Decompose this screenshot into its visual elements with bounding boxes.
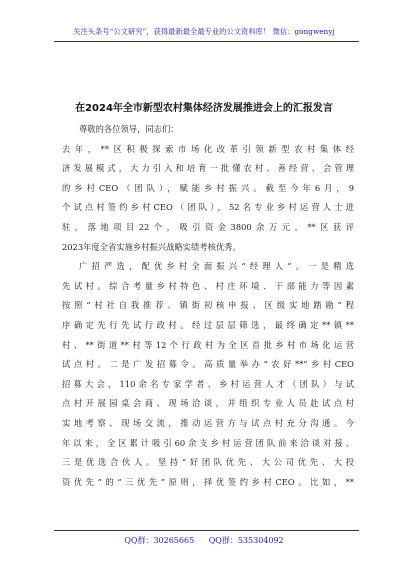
body-line: 序确定先行先试行政村。经过层层筛选，最终确定**镇** xyxy=(62,319,354,330)
body-line: 去年，**区积极探索市场化改革引领新型农村集体经 xyxy=(62,143,354,154)
body-line: 个试点村签约乡村CEO（团队），52名专业乡村运营人士进 xyxy=(62,202,354,213)
body-line: 村、**街道**村等12个行政村为全区首批乡村市场化运营 xyxy=(62,339,354,350)
body-line: 年以来，全区累计吸引60余支乡村运营团队前来洽谈对接。 xyxy=(62,437,354,448)
header-divider xyxy=(54,41,359,42)
body-line: 驻，落地项目22个，吸引资金3800余万元。**区获评 xyxy=(62,221,354,232)
body-line: 济发展模式，大力引入和培育一批懂农村、善经营、会管理 xyxy=(62,163,354,174)
salutation-line: 尊敬的各位领导，同志们： xyxy=(79,124,179,134)
footer xyxy=(0,535,408,546)
body-line: 资优先”的“三优先”原则，择优签约乡村CEO。比如，** xyxy=(62,476,354,487)
body-line: 按照“村社自我推荐、镇街初核申报、区级实地踏勘”程 xyxy=(62,300,354,311)
body-line: 三是优选合伙人。坚持“好团队优先、大公司优先、大投 xyxy=(62,457,354,468)
body-line: 的乡村CEO（团队），赋能乡村振兴。截至今年6月，9 xyxy=(62,182,354,193)
document-title: 在2024年全市新型农村集体经济发展推进会上的汇报发言 xyxy=(75,103,333,114)
body-line: 先试村。综合考量乡村特色、村庄环境、干部能力等因素 xyxy=(62,280,354,291)
header-banner: 关注头条号“公文研究”，获得最新最全最专业的公文资料库！ 微信：gongwenyj xyxy=(73,27,335,36)
body-line: 招募大会，110余名专家学者、乡村运营人才（团队）与试 xyxy=(62,378,354,389)
footer-divider xyxy=(54,530,359,531)
body-line: 实地考察、现场交流，推动运营方与试点村充分沟通。今 xyxy=(62,417,354,428)
body-line: 广招严选，配优乡村全面振兴“经理人”。一是精选 xyxy=(79,261,354,272)
footer-qq-group-2: QQ群：535304092 xyxy=(208,536,284,545)
footer-qq-group-1: QQ群：30265665 xyxy=(124,536,195,545)
body-line: 试点村。二是广发招募令。高质量举办“农好**”乡村CEO xyxy=(62,359,354,370)
body-line: 点村开展园桌会商、现场洽谈，并组织专业人员赴试点村 xyxy=(62,398,354,409)
body-line: 2023年度全省实施乡村振兴战略实绩考核优秀。 xyxy=(62,241,241,252)
document-body xyxy=(62,120,354,492)
